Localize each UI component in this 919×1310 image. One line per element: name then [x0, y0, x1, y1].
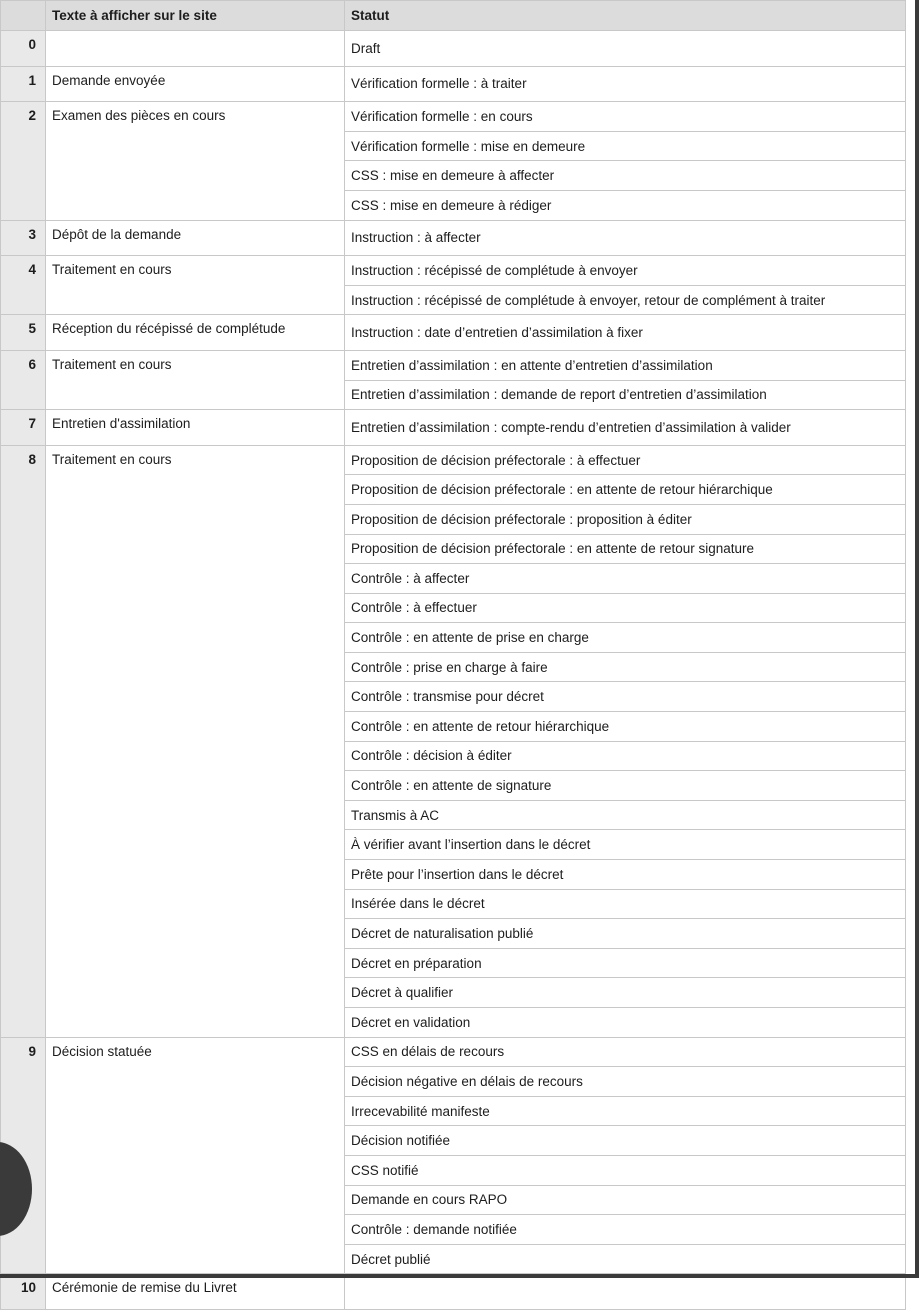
row-index: 10	[1, 1274, 46, 1310]
table-row	[1, 256, 906, 286]
row-index: 1	[1, 66, 46, 102]
status-cell: Prête pour l’insertion dans le décret	[345, 860, 906, 890]
row-index: 5	[1, 315, 46, 351]
table-row	[1, 1274, 906, 1310]
status-cell	[345, 1274, 906, 1310]
status-cell: CSS notifié	[345, 1155, 906, 1185]
status-cell: Entretien d’assimilation : en attente d’entretien d’assimilation	[345, 350, 906, 380]
status-cell: Instruction : récépissé de complétude à envoyer, retour de complément à traiter	[345, 285, 906, 315]
status-cell: Contrôle : transmise pour décret	[345, 682, 906, 712]
status-cell: Draft	[345, 31, 906, 67]
display-text-cell: Traitement en cours	[46, 445, 345, 1037]
table-header-row	[1, 1, 906, 31]
status-cell: Décret en préparation	[345, 948, 906, 978]
status-cell: Décret publié	[345, 1244, 906, 1274]
status-cell: Entretien d’assimilation : demande de report d’entretien d’assimilation	[345, 380, 906, 410]
status-cell: Vérification formelle : mise en demeure	[345, 131, 906, 161]
status-cell: Décision négative en délais de recours	[345, 1067, 906, 1097]
display-text-cell	[46, 31, 345, 67]
table-row	[1, 350, 906, 380]
status-cell: Contrôle : à effectuer	[345, 593, 906, 623]
status-cell: Transmis à AC	[345, 800, 906, 830]
status-cell: Irrecevabilité manifeste	[345, 1096, 906, 1126]
row-index: 8	[1, 445, 46, 1037]
status-cell: Insérée dans le décret	[345, 889, 906, 919]
row-index: 3	[1, 220, 46, 256]
display-text-cell: Cérémonie de remise du Livret	[46, 1274, 345, 1310]
status-cell: Décret de naturalisation publié	[345, 919, 906, 949]
status-cell: Contrôle : décision à éditer	[345, 741, 906, 771]
window-frame-edge	[915, 0, 919, 1278]
table-row	[1, 31, 906, 67]
display-text-cell: Entretien d'assimilation	[46, 410, 345, 446]
table-row	[1, 66, 906, 102]
row-index: 6	[1, 350, 46, 409]
display-text-cell: Demande envoyée	[46, 66, 345, 102]
display-text-cell: Traitement en cours	[46, 350, 345, 409]
status-cell: Contrôle : en attente de signature	[345, 771, 906, 801]
status-cell: Instruction : récépissé de complétude à envoyer	[345, 256, 906, 286]
header-status: Statut	[345, 1, 906, 31]
status-cell: Proposition de décision préfectorale : à effectuer	[345, 445, 906, 475]
window-frame-edge	[0, 1274, 919, 1278]
status-cell: Proposition de décision préfectorale : en attente de retour hiérarchique	[345, 475, 906, 505]
status-cell: Entretien d’assimilation : compte-rendu d’entretien d’assimilation à valider	[345, 410, 906, 446]
status-cell: CSS en délais de recours	[345, 1037, 906, 1067]
table-row	[1, 220, 906, 256]
status-cell: CSS : mise en demeure à affecter	[345, 161, 906, 191]
status-cell: Décret en validation	[345, 1008, 906, 1038]
display-text-cell: Traitement en cours	[46, 256, 345, 315]
status-cell: Contrôle : demande notifiée	[345, 1215, 906, 1245]
status-cell: Vérification formelle : à traiter	[345, 66, 906, 102]
status-cell: Contrôle : prise en charge à faire	[345, 652, 906, 682]
display-text-cell: Examen des pièces en cours	[46, 102, 345, 220]
row-index: 0	[1, 31, 46, 67]
status-cell: Vérification formelle : en cours	[345, 102, 906, 132]
status-cell: CSS : mise en demeure à rédiger	[345, 190, 906, 220]
status-cell: Instruction : date d’entretien d’assimilation à fixer	[345, 315, 906, 351]
status-cell: Proposition de décision préfectorale : proposition à éditer	[345, 504, 906, 534]
header-index	[1, 1, 46, 31]
table-row	[1, 1037, 906, 1067]
status-cell: Décision notifiée	[345, 1126, 906, 1156]
row-index: 4	[1, 256, 46, 315]
status-cell: Décret à qualifier	[345, 978, 906, 1008]
status-cell: Instruction : à affecter	[345, 220, 906, 256]
table-row	[1, 410, 906, 446]
header-display-text: Texte à afficher sur le site	[46, 1, 345, 31]
status-cell: Contrôle : en attente de prise en charge	[345, 623, 906, 653]
row-index: 2	[1, 102, 46, 220]
row-index: 9	[1, 1037, 46, 1274]
status-cell: Proposition de décision préfectorale : en attente de retour signature	[345, 534, 906, 564]
status-cell: Contrôle : en attente de retour hiérarchique	[345, 712, 906, 742]
display-text-cell: Décision statuée	[46, 1037, 345, 1274]
display-text-cell: Dépôt de la demande	[46, 220, 345, 256]
row-index: 7	[1, 410, 46, 446]
status-cell: Demande en cours RAPO	[345, 1185, 906, 1215]
table-row	[1, 445, 906, 475]
display-text-cell: Réception du récépissé de complétude	[46, 315, 345, 351]
status-cell: À vérifier avant l’insertion dans le décret	[345, 830, 906, 860]
table-body	[1, 31, 906, 1310]
status-cell: Contrôle : à affecter	[345, 564, 906, 594]
table-row	[1, 102, 906, 132]
table-row	[1, 315, 906, 351]
